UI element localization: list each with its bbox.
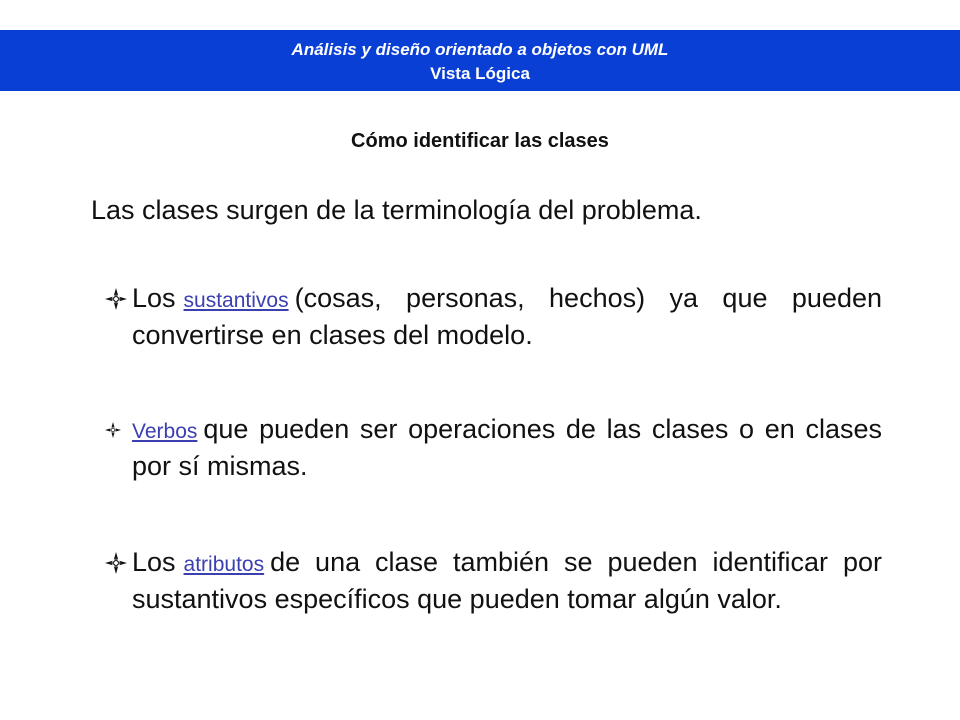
verbos-link[interactable]: Verbos [132,420,198,443]
banner-title: Análisis y diseño orientado a objetos con UML [291,40,669,59]
bullet-text: (cosas, personas, hechos) ya que pueden convertirse en clases del modelo. [132,283,882,350]
atributos-link[interactable]: atributos [183,553,265,576]
bullet-item-sustantivos [105,281,882,352]
bullet-item-verbos [105,412,882,483]
bullet-prefix: Los [132,547,176,577]
banner-subtitle: Vista Lógica [430,64,530,83]
slide-heading: Cómo identificar las clases [351,130,609,152]
bullet-text: que pueden ser operaciones de las clases o en clases por sí mismas. [132,414,882,481]
title-banner [0,30,960,91]
bullet-text: de una clase también se pueden identificar por sustantivos específicos que pueden tomar algún valor. [132,547,882,614]
diamond-star-icon [105,281,127,315]
intro-text: Las clases surgen de la terminología del problema. [91,195,702,225]
diamond-star-icon [105,545,127,579]
sustantivos-link[interactable]: sustantivos [183,289,289,312]
diamond-star-icon [105,412,121,443]
bullet-prefix: Los [132,283,176,313]
bullet-item-atributos [105,545,882,616]
